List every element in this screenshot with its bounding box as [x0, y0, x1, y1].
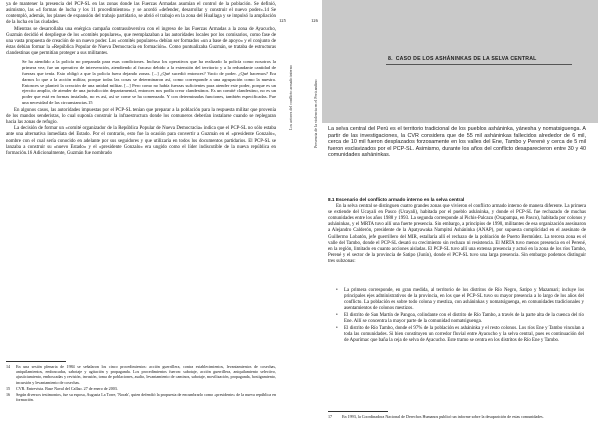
footnote-text: En 1993, la Coordinadora Nacional de Derechos Humanos publicó un informe sobre la desaparición de estas comunidades.	[342, 414, 544, 419]
footnote	[328, 414, 586, 419]
footnote-number: 17	[328, 414, 333, 419]
list-item-text: El distrito de Río Tambo, donde el 97% de la población es asháninka y el resto colonos. Los ríos Ene y Tambo vinculan a toda las comunidades. Si bien constituyen un corredor fluvial entre Ayacucho y la selva central, pues es continuación del de Apurímac que baña la ceja de selva de Ayacucho. Este tramo se centra en los distritos de Río Ene y Tambo.	[344, 325, 584, 343]
left-page-body	[6, 2, 276, 157]
list-item-text: El distrito de San Martín de Pangoa, colindante con el distrito de Río Tambo, a través de la parte alta de la cuenca del río Ene. Allí se concentra la mayor parte de la comunidad nomatsiguenga.	[344, 312, 584, 324]
paragraph: La decisión de formar un «comité organizador de la República Popular de Nueva Democracia» indica que el PCP-SL no sólo estaba ante una alternativa inmediata del Estado. Por el contrario, esto fue la ocasión para convertir a Guzmán en el «presidente Gonzalo», nombre con el cual sería conocido en adelante por sus seguidores y que utilizaría en todos los documentos partidarios. El PCP-SL se lanzaba a construir su «nuevo Estado» y el «presidente Gonzalo» era ungido como el líder indiscutible de la nueva república en formación.16 Adicionalmente, Guzmán fue nombrado	[6, 126, 276, 156]
bullet-icon: •	[336, 312, 338, 318]
footnote-rule	[328, 411, 388, 412]
list-item	[336, 313, 584, 325]
section-number: 8.	[388, 56, 393, 62]
list-item	[336, 326, 584, 344]
footnote-number: 14	[6, 364, 11, 369]
section-title-text: CASO DE LOS ASHÁNINKAS DE LA SELVA CENTRAL	[395, 56, 537, 62]
running-head-right: Presencia de la violencia en el Perú andino	[313, 79, 318, 148]
bullet-icon: •	[336, 325, 338, 331]
left-page	[6, 0, 280, 431]
bullet-icon: •	[336, 288, 338, 293]
block-quote: Se ha atendido a la policía no preparada para esas condiciones. Incluso los operativos que ha realizado la policía como nosotros la primera vez; fue un operativo de intervención, atendiendo al fracaso debido a la extensión del territorio y a la redundante cantidad de fuerzas que tenía. Esto obligó a que la policía fuera dejando zonas. [...] ¿Qué sucedió entonces? Vacío de poder. ¿Qué hacemos? Era darnos lo que a la acción militar, porque todas las cosas se determinaron así, como corresponde a una agrupación como la nuestra. Entonces se planteó la creación de una unidad militar. [...] Pero como no había fuerzas suficientes para atender este poder, porque es un ejercito amplio, de atender de una jurisdicción departamental, entonces nos podía crear clandestinos. Es un comité clandestino, no es un poder que está en formas instalado, no es así, así se come se ha comenzado. Y con determinadas funciones, también especificadas. Fue una necesidad de las circunstancias.15	[22, 59, 276, 105]
footnote	[6, 364, 276, 385]
paragraph: Mientras se desarrollaba una enérgica campaña contrasubversiva con el ingreso de las Fuerzas Armadas a la zona de Ayacucho, Guzmán decidió el despliegue de los «comités populares», que reemplazaban a las autoridades locales por los comisarios, como fase de una vasta propuesta de creación de un nuevo poder. Los «comités populares» debían ser formados «un a base de apoyo» y el conjunto de éstas debían formar la «República Popular de Nueva Democracia en formación». Como puntualizaba Guzmán, se trataba de estructuras clandestinas que permitían proteger a sus militantes.	[6, 26, 276, 57]
footnote-text: Según diversos testimonios, fue su esposa, Augusta La Torre, 'Norah', quien defendió la propuesta de encumbrarlo como «presidente» de la nueva república en formación.	[16, 392, 276, 403]
paragraph: En la selva central se distinguen cuatro grandes zonas que vivieron el conflicto armado interno de manera diferente. La primera se extiende del Ucayali en Pasco (Ucayali), habitada por el pueblo asháninka, y donde el PCP-SL fue rechazado de muchas comunidades entre los años 1988 y 1993. La segunda corresponde al Pichis-Palcazu (Oxapampa, en Pasco), habitada por colonos y asháninkas, y el MRTA tuvo allí una fuerte presencia. Sin embargo, a principios de 1990, militantes de esa organización asesinaron a Alejandro Calderón, presidente de la Apatyawaka Nampitsi Asháninka (ANAP), por supuesta complicidad en el asesinato de Guillermo Lobatón, jefe guerrillero del MIR, estallaría allí el rechazo de la población de Puerto Bermúdez. La tercera zona es el valle del Tambo, donde el PCP-SL desató su crecimiento sin rechazo ni resistencia. El MRTA tuvo menos presencia en el Perené, en la región, limitado en cuanto acciones aisladas. El PCP-SL tuvo allí una extensa presencia y actuó en la zona de los ríos Tambo, Perené y el sector de la provincia de Satipo (Junín), donde el PCP-SL tuvo una larga presencia. Sin embargo podemos distinguir tres subzonas:	[328, 204, 586, 264]
paragraph: En algunos casos, las autoridades impuestas por el PCP-SL tenían que preparar a la población para la respuesta militar que provenía de los mandos senderistas, lo cual suponía construir la infraestructura donde los comuneros deberían instalarse cuando se replegaran hacia las zonas de refugio.	[6, 107, 276, 126]
list-item-text: La primera corresponde, en gran medida, al territorio de los distritos de Río Negro, Satipo y Mazamari; incluye los principales ejes administrativos de la provincia, en los que el PCP-SL tuvo su mayor presencia a lo largo de los años del conflicto. La población es sobre todo colona y mestiza, con asháninkas y nomatsiguenga, en comunidades tradicionales y asentamientos de colonos mestizos.	[344, 288, 584, 312]
footnote-number: 15	[6, 385, 11, 391]
footnote	[6, 392, 276, 402]
page-number-right: 126	[311, 18, 318, 23]
page-number-left: 125	[279, 18, 286, 23]
list-item	[336, 288, 584, 312]
footnote-text: CVR. Entrevista. Base Naval del Callao. 27 de enero de 2003.	[16, 385, 118, 391]
footnotes	[6, 364, 276, 403]
subsection-heading: 8.1 Escenario del conflicto armado interno en la selva central	[328, 197, 465, 202]
right-page	[322, 0, 600, 431]
footnote-number: 16	[6, 392, 11, 398]
paragraph: ya de mantener la presencia del PCP-SL en las zonas donde las Fuerzas Armadas asumían el control de la población. Se definió, asimismo, las «4 formas de lucha y los 11 procedimientos» y se acordó «defender, desarrollar y construir el nuevo poder».14 Se contempló, además, los planes de expansión del trabajo partidario, se abrió el trabajo en la zona del Huallaga y se impulsó la ampliación de la lucha en las ciudades.	[6, 2, 276, 26]
footnote-text: En una sesión plenaria de 1984 se señalaron los cinco procedimientos: acción guerrillera, contra establecimientos, levantamientos de cosechas, aniquilamientos, emboscadas, sabotaje y agitación y propaganda. Los procedimientos fueron: sabotaje, acción guerrillera, aniquilamiento selectivo, ajusticiamiento, emboscadas y revisión, invasión, toma de poblaciones, asalto, levantamiento de caminos, sabotaje, movilización, propaganda, hostigamiento, incursión y levantamiento de cosechas.	[16, 364, 276, 385]
section-intro: La selva central del Perú es el territorio tradicional de los pueblos asháninka, yánesha y nomatsiguenga. A partir de las investigaciones, la CVR considera que de 55 mil asháninkas fallecidos alrededor de 6 mil, cerca de 10 mil fueron desplazados forzosamente en los valles del Ene, Tambo y Perené y cerca de 5 mil fueron esclavizados por el PCP-SL. Asimismo, durante los años del conflicto desaparecieron entre 30 y 40 comunidades asháninkas.	[328, 126, 586, 159]
footnote	[6, 386, 276, 391]
running-head-left: Los actores del conflicto armado interno	[288, 65, 293, 130]
right-page-body	[328, 197, 586, 265]
bullet-list	[336, 288, 584, 344]
title-rule	[386, 64, 572, 65]
section-title	[388, 56, 537, 62]
footnote-rule	[6, 361, 66, 362]
